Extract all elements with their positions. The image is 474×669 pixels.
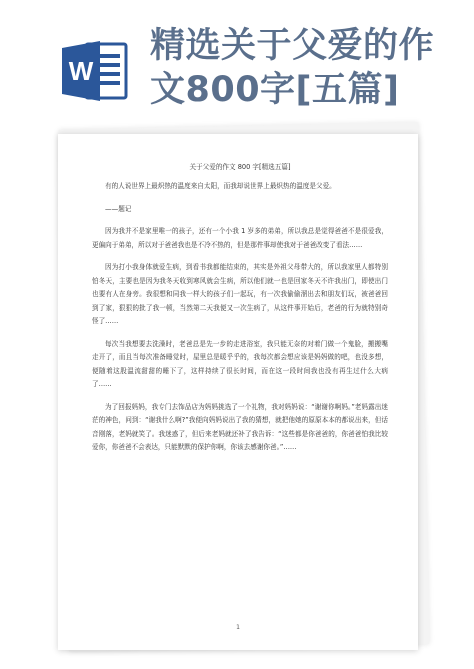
page-title-line-2: 文800字[五篇]: [150, 70, 400, 110]
paragraph: 每次当我想要去洗澡时，老爸总是先一步的走进浴室，我只能无奈的对着门做一个鬼脸，搬搬嘴走开了，而且当每次准备睡觉时，屋里总是暖乎乎的，我每次都会想应该是妈妈做的吧，也没多想，便随着这股温流甜甜的睡下了，这样持续了很长时间，而在这一段时间我也没有再生过什么大病了……: [92, 339, 388, 388]
page-number: 1: [236, 624, 240, 631]
document-preview: [54, 120, 424, 650]
document-title: 关于父爱的作文 800 字[精选五篇]: [189, 163, 291, 171]
paragraph: 有的人说世界上最炽热的温度来自太阳，而我却说世界上最炽热的温度是父爱。: [105, 182, 336, 190]
paragraph: 为了回报妈妈，我专门去饰品店为妈妈挑选了一个礼物，我对妈妈说：“谢谢你啊妈。”老妈露出迷茫的神色，问到：“谢我什么啊?”我便向妈妈说出了我的猜想，就把他她的原原本本的都说出来，但话音刚落，老妈就笑了。我迷惑了，但后来老妈就还补了我告诉：“这些都是你爸爸的，你爸爸怕我比较爱你，你爸爸不会表达，只能默默的保护你啊，你该去感谢你爸。”……: [92, 402, 388, 451]
paragraph: ——题记: [105, 204, 132, 213]
word-document-icon: [60, 38, 130, 104]
paragraph: 因为打小我身体就爱生病，到看书我都能结束的，其实是外祖父母带大的，所以我家里人都特别怕冬天，主要也是因为我冬天收到寒风就会生病，所以他们就一也是回家冬天不许我出门，即使出门也要有人在身旁。我很想和同我一样大的孩子们一起玩，有一次我偷偷溜出去和朋友们玩，被爸爸回到了家，狠狠的批了我一顿，当然第二天我便又一次生病了，从这件事开始后，老爸的行为就特别奇怪了……: [92, 263, 388, 325]
page-title: [150, 24, 470, 112]
page-title-line-1: 精选关于父爱的作: [150, 26, 435, 66]
document-body: [92, 162, 388, 464]
word-logo-letter: W: [68, 56, 94, 86]
document-page: [58, 134, 418, 650]
paragraph: 因为我并不是家里唯一的孩子，还有一个小我 1 岁多的弟弟，所以我总是觉得爸爸不是很爱我，更偏向于弟弟，所以对于爸爸我也是不冷不热的，但是那件事却使我对于爸爸改变了看法……: [92, 227, 388, 249]
header-banner: [0, 0, 474, 120]
